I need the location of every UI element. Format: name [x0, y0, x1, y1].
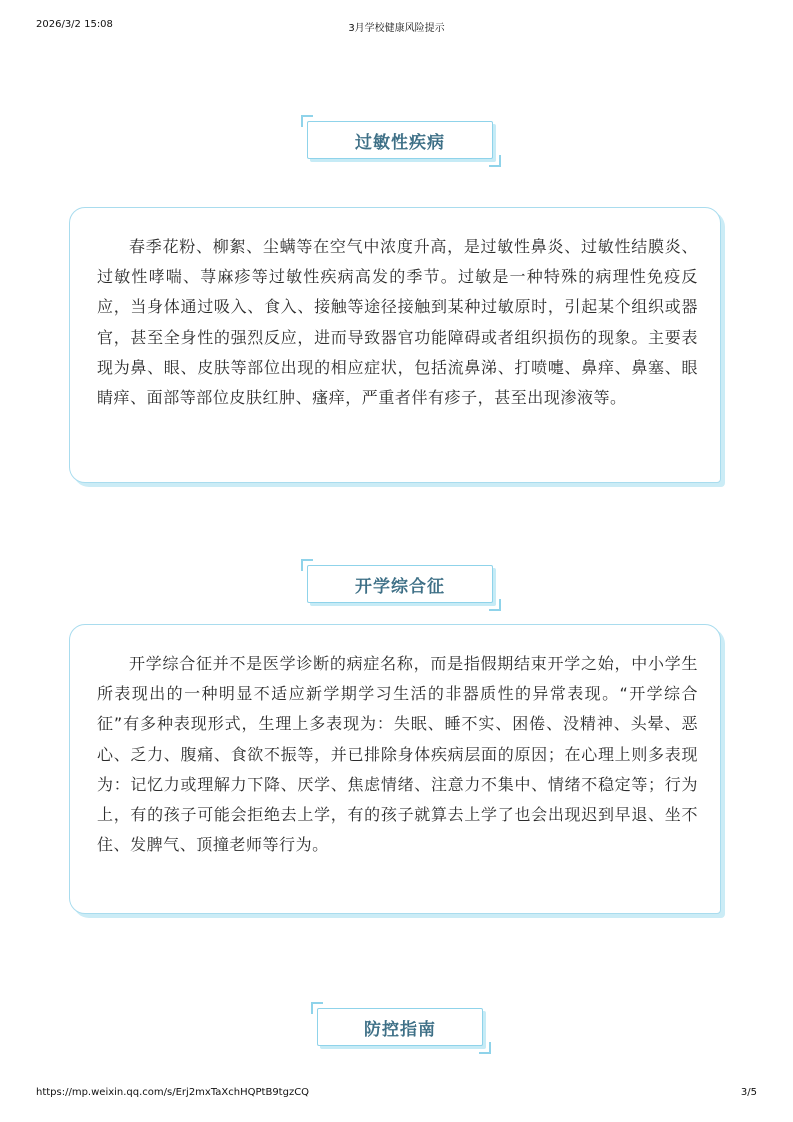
section-title-text: 过敏性疾病: [355, 132, 445, 153]
section-body-text: 春季花粉、柳絮、尘螨等在空气中浓度升高，是过敏性鼻炎、过敏性结膜炎、过敏性哮喘、荨麻疹等过敏性疾病高发的季节。过敏是一种特殊的病理性免疫反应，当身体通过吸入、食入、接触等途径接触到某种过敏原时，引起某个组织或器官，甚至全身性的强烈反应，进而导致器官功能障碍或者组织损伤的现象。主要表现为鼻、眼、皮肤等部位出现的相应症状，包括流鼻涕、打喷嚏、鼻痒、鼻塞、眼睛痒、面部等部位皮肤红肿、瘙痒，严重者伴有疹子，甚至出现渗液等。: [97, 237, 698, 408]
print-datetime: 2026/3/2 15:08: [36, 19, 113, 30]
section-title-text: 开学综合征: [355, 576, 445, 597]
section-body-text: 开学综合征并不是医学诊断的病症名称，而是指假期结束开学之始，中小学生所表现出的一种明显不适应新学期学习生活的非器质性的异常表现。“开学综合征”有多种表现形式，生理上多表现为：失眠、睡不实、困倦、没精神、头晕、恶心、乏力、腹痛、食欲不振等，并已排除身体疾病层面的原因；在心理上则多表现为：记忆力或理解力下降、厌学、焦虑情绪、注意力不集中、情绪不稳定等；行为上，有的孩子可能会拒绝去上学，有的孩子就算去上学了也会出现迟到早退、坐不住、发脾气、顶撞老师等行为。: [97, 654, 698, 855]
section-title-prevention-guide: [317, 1008, 483, 1046]
section-title-text: 防控指南: [364, 1019, 436, 1040]
section-title-allergy: [307, 121, 493, 159]
print-header: [36, 19, 757, 35]
print-page-number: 3/5: [740, 1087, 757, 1098]
print-page-title: 3月学校健康风险提示: [348, 23, 445, 34]
print-footer: [36, 1087, 757, 1103]
section-card-allergy: [69, 207, 721, 483]
print-url: https://mp.weixin.qq.com/s/Erj2mxTaXchHQPtB9tgzCQ: [36, 1087, 310, 1098]
section-card-back-to-school: [69, 624, 721, 914]
section-title-back-to-school: [307, 565, 493, 603]
